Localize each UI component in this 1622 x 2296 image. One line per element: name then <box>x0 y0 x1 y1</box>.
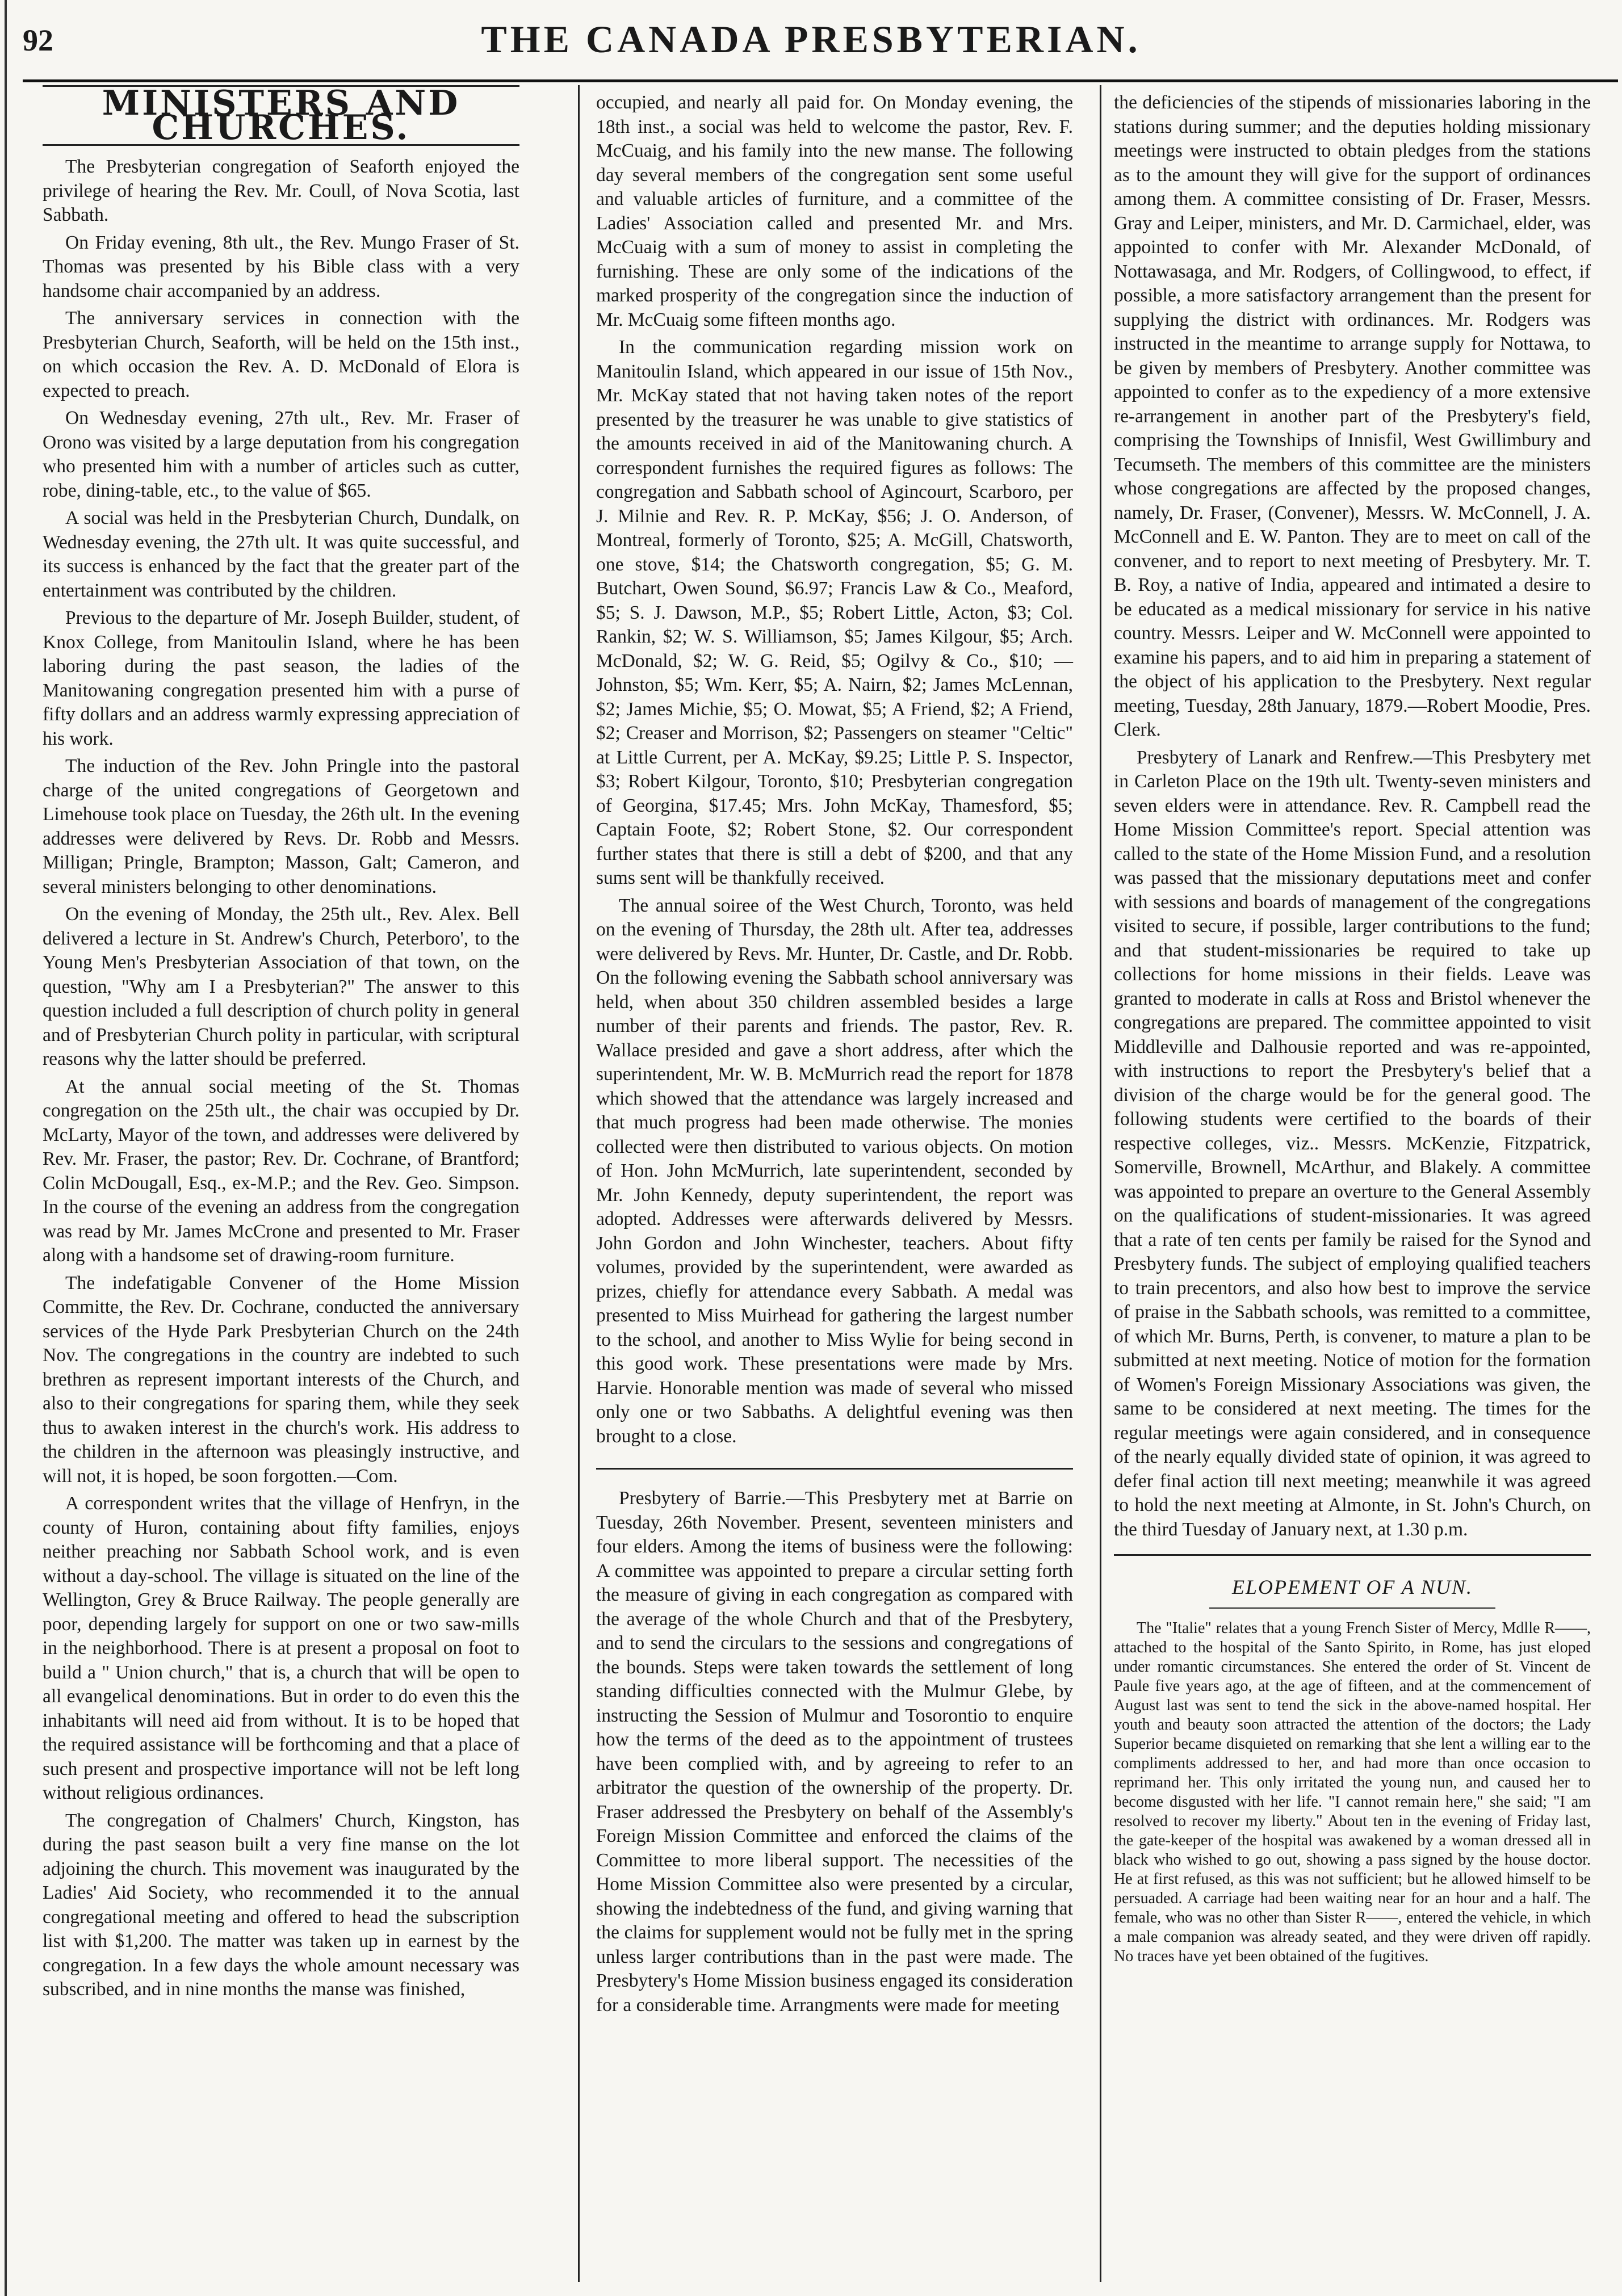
section-title: MINISTERS AND CHURCHES. <box>43 85 519 146</box>
column-2 <box>596 91 1073 2021</box>
page-edge-rule <box>5 0 7 2296</box>
article-paragraph: On Friday evening, 8th ult., the Rev. Mungo Fraser of St. Thomas was presented by his Bible class with a very handsome chair accompanied by an address. <box>43 232 519 301</box>
article-paragraph: At the annual social meeting of the St. Thomas congregation on the 25th ult., the chair was occupied by Dr. McLarty, Mayor of the town, and addresses were delivered by Rev. Mr. Fraser, the pastor; Rev. Dr. Cochrane, of Brantford; Colin McDougall, Esq., ex-M.P.; and the Rev. Geo. Simpson. In the course of the evening an address from the congregation was read by Mr. James McCrone and presented to Mr. Fraser along with a handsome set of drawing-room furniture. <box>43 1076 519 1266</box>
column-divider-1 <box>578 85 580 2282</box>
article-paragraph: Presbytery of Lanark and Renfrew.—This Presbytery met in Carleton Place on the 19th ult. Twenty-seven ministers and seven elders were in attendance. Rev. R. Campbell read the Home Mission Committee's report. Special attention was called to the state of the Home Mission Fund, and a resolution was passed that the missionary deputations meet and confer with sessions and boards of management of the congregations visited to secure, if possible, larger contributions to the fund; and that student-missionaries be required to take up collections for home missions in their fields. Leave was granted to moderate in calls at Ross and Bristol whenever the congregations are prepared. The committee appointed to visit Middleville and Dalhousie reported and was re-appointed, with instructions to report the Presbytery's belief that a division of the charge would be for the general good. The following students were certified to the boards of their respective colleges, viz.. Messrs. McKenzie, Fitzpatrick, Somerville, Brownell, McArthur, and Blakely. A committee was appointed to prepare an overture to the General Assembly on the qualifications of student-missionaries. It was agreed that a rate of ten cents per family be raised for the Synod and Presbytery funds. The subject of employing qualified teachers to train precentors, and also how best to improve the service of praise in the Sabbath schools, was remitted to a committee, of which Mr. Burns, Perth, is convener, to mature a plan to be submitted at next meeting. Notice of motion for the formation of Women's Foreign Missionary Associations was given, the same to be considered at next meeting. The times for the regular meetings were again considered, and in consequence of the nearly equally divided state of opinion, it was agreed to defer final action till next meeting; meanwhile it was agreed to hold the next meeting at Almonte, in St. John's Church, on the third Tuesday of January next, at 1.30 p.m. <box>1114 746 1591 1540</box>
page-header <box>0 0 1622 74</box>
article-separator <box>1114 1554 1591 1556</box>
article-separator <box>596 1468 1073 1470</box>
article-paragraph: The induction of the Rev. John Pringle into the pastoral charge of the united congregations of Georgetown and Limehouse took place on Tuesday, the 26th ult. In the evening addresses were delivered by Revs. Dr. Robb and Messrs. Milligan; Pringle, Brampton; Masson, Galt; Cameron, and several ministers belonging to other denominations. <box>43 755 519 897</box>
column-1 <box>43 85 519 2005</box>
nun-title-rule <box>1209 1607 1495 1609</box>
page-number: 92 <box>23 23 53 57</box>
column-3 <box>1114 91 1591 1970</box>
article-paragraph: A social was held in the Presbyterian Church, Dundalk, on Wednesday evening, the 27th ult. It was quite successful, and its success is enhanced by the fact that the greater part of the entertainment was contributed by the children. <box>43 507 519 601</box>
masthead-title: THE CANADA PRESBYTERIAN. <box>481 18 1141 61</box>
nun-article-title: ELOPEMENT OF A NUN. <box>1231 1576 1473 1598</box>
article-paragraph: Presbytery of Barrie.—This Presbytery met at Barrie on Tuesday, 26th November. Present, seventeen ministers and four elders. Among the items of business were the following: A committee was appointed to prepare a circular setting forth the measure of giving in each congregation as compared with the average of the whole Church and that of the Presbytery, and to send the circulars to the sessions and congregations of the bounds. Steps were taken towards the settlement of long standing difficulties connected with the Mulmur Glebe, by instructing the Session of Mulmur and Tosorontio to enquire how the terms of the deed as to the appointment of trustees have been complied with, and by agreeing to refer to an arbitrator the question of the ownership of the property. Dr. Fraser addressed the Presbytery on behalf of the Assembly's Foreign Mission Committee and enforced the claims of the Committee to more liberal support. The necessities of the Home Mission Committee also were presented by a circular, showing the indebtedness of the fund, and giving warning that the claims for supplement would not be fully met in the spring unless larger contributions than in the past were made. The Presbytery's Home Mission business engaged its consideration for a considerable time. Arrangments were made for meeting <box>596 1488 1073 2016</box>
article-paragraph: The congregation of Chalmers' Church, Kingston, has during the past season built a very fine manse on the lot adjoining the church. This movement was inaugurated by the Ladies' Aid Society, who recommended it to the annual congregational meeting and offered to head the subscription list with $1,200. The matter was taken up in earnest by the congregation. In a few days the whole amount necessary was subscribed, and in nine months the manse was finished, <box>43 1810 519 2000</box>
article-paragraph: The anniversary services in connection with the Presbyterian Church, Seaforth, will be held on the 15th inst., on which occasion the Rev. A. D. McDonald of Elora is expected to preach. <box>43 308 519 401</box>
article-paragraph: A correspondent writes that the village of Henfryn, in the county of Huron, containing about fifty families, enjoys neither preaching nor Sabbath School work, and is even without a day-school. The village is situated on the line of the Wellington, Grey & Bruce Railway. The people generally are poor, depending largely for support on one or two saw-mills in the neighborhood. There is at present a proposal on foot to build a " Union church," that is, a church that will be open to all evangelical denominations. But in order to do even this the inhabitants will need aid from without. It is to be hoped that the required assistance will be forthcoming and that a place of such present and prospective importance will not be left long without religious ordinances. <box>43 1493 519 1803</box>
article-paragraph: On the evening of Monday, the 25th ult., Rev. Alex. Bell delivered a lecture in St. Andrew's Church, Peterboro', to the Young Men's Presbyterian Association of that town, on the question, "Why am I a Presbyterian?" The answer to this question included a full description of church polity in general and of Presbyterian Church polity in particular, with scriptural reasons why the latter should be preferred. <box>43 904 519 1069</box>
article-paragraph: The Presbyterian congregation of Seaforth enjoyed the privilege of hearing the Rev. Mr. Coull, of Nova Scotia, last Sabbath. <box>43 156 519 225</box>
article-paragraph: the deficiencies of the stipends of missionaries laboring in the stations during summer; and the deputies holding missionary meetings were instructed to obtain pledges from the stations as to the amount they will give for the support of ordinances among them. A committee consisting of Dr. Fraser, Messrs. Gray and Leiper, ministers, and Mr. D. Carmichael, elder, was appointed to confer with Mr. Alexander McDonald, of Nottawasaga, and Mr. Rodgers, of Collingwood, to effect, if possible, a more satisfactory arrangement than the present for supplying the district with ordinances. Mr. Rodgers was instructed in the meantime to arrange supply for Nottawa, to be given by members of Presbytery. Another committee was appointed to confer as to the expediency of a more extensive re-arrangement in another part of the Presbytery's field, comprising the Townships of Innisfil, West Gwillimbury and Tecumseth. The members of this committee are the ministers whose congregations are affected by the proposed changes, namely, Dr. Fraser, (Convener), Messrs. W. McConnell, J. A. McConnell and E. W. Panton. They are to meet on call of the convener, and to report to next meeting of Presbytery. Mr. T. B. Roy, a native of India, appeared and intimated a desire to be educated as a medical missionary for service in his native country. Messrs. Leiper and W. McConnell were appointed to examine his papers, and to aid him in preparing a statement of the object of his application to the Presbytery. Next regular meeting, Tuesday, 28th January, 1879.—Robert Moodie, Pres. Clerk. <box>1114 92 1591 740</box>
header-rule <box>23 79 1618 82</box>
article-paragraph: The annual soiree of the West Church, Toronto, was held on the evening of Thursday, the 28th ult. After tea, addresses were delivered by Revs. Mr. Hunter, Dr. Castle, and Dr. Robb. On the following evening the Sabbath school anniversary was held, when about 350 children assembled besides a large number of their parents and friends. The pastor, Rev. R. Wallace presided and gave a short address, after which the superintendent, Mr. W. B. McMurrich read the report for 1878 which showed that the attendance was largely increased and that much progress had been made otherwise. The monies collected were then distributed to various objects. On motion of Hon. John McMurrich, late superintendent, seconded by Mr. John Kennedy, deputy superintendent, the report was adopted. Addresses were afterwards delivered by Messrs. John Gordon and John Winchester, teachers. About fifty volumes, provided by the superintendent, were awarded as prizes, chiefly for attendance every Sabbath. A medal was presented to Miss Muirhead for gathering the largest number to the school, and another to Miss Wylie for being second in this good work. These presentations were made by Mrs. Harvie. Honorable mention was made of several who missed only one or two Sabbaths. A delightful evening was then brought to a close. <box>596 895 1073 1447</box>
nun-article-body: The "Italie" relates that a young French Sister of Mercy, Mdlle R——, attached to the hospital of the Santo Spirito, in Rome, has just eloped under romantic circumstances. She entered the order of St. Vincent de Paule five years ago, at the age of fifteen, and at the commencement of August last was sent to tend the sick in the above-named hospital. Her youth and beauty soon attracted the attention of the doctors; the Lady Superior became disquieted on remarking that she lent a willing ear to the compliments addressed to her, and had more than once occasion to reprimand her. This only irritated the young nun, and caused her to become disgusted with her life. "I cannot remain here," she said; "I am resolved to recover my liberty." About ten in the evening of Friday last, the gate-keeper of the hospital was awakened by a woman dressed all in black who wished to go out, showing a pass signed by the house doctor. He at first refused, as this was not sufficient; but he allowed himself to be persuaded. A carriage had been waiting near for an hour and a half. The female, who was no other than Sister R——, entered the vehicle, in which a male companion was already seated, and they were driven off rapidly. No traces have yet been obtained of the fugitives. <box>1114 1619 1591 1965</box>
article-paragraph: In the communication regarding mission work on Manitoulin Island, which appeared in our issue of 15th Nov., Mr. McKay stated that not having taken notes of the report presented by the treasurer he was unable to give statistics of the amounts received in aid of the Manitowaning church. A correspondent furnishes the required figures as follows: The congregation and Sabbath school of Agincourt, Scarboro, per J. Milnie and Rev. R. P. McKay, $56; J. O. Anderson, of Montreal, formerly of Toronto, $25; A. McGill, Chatsworth, one stove, $14; the Chatsworth congregation, $5; G. M. Butchart, Owen Sound, $6.97; Francis Law & Co., Meaford, $5; S. J. Dawson, M.P., $5; Robert Little, Acton, $3; Col. Rankin, $2; W. S. Williamson, $5; James Kilgour, $5; Arch. McDonald, $2; W. G. Reid, $5; Ogilvy & Co., $10; — Johnston, $5; Wm. Kerr, $5; A. Nairn, $2; James McLennan, $2; James Michie, $5; O. Mowat, $5; A Friend, $2; A Friend, $2; Creaser and Morrison, $2; Passengers on steamer "Celtic" at Little Current, per A. McKay, $9.25; Little P. S. Inspector, $3; Robert Kilgour, Toronto, $10; Presbyterian congregation of Georgina, $17.45; Mrs. John McKay, Thamesford, $5; Captain Foote, $2; Robert Stone, $2. Our correspondent further states that there is still a debt of $200, and that any sums sent will be thankfully received. <box>596 337 1073 888</box>
article-paragraph: occupied, and nearly all paid for. On Monday evening, the 18th inst., a social was held to welcome the pastor, Rev. F. McCuaig, and his family into the new manse. The following day several members of the congregation sent some useful and valuable articles of furniture, and a committee of the Ladies' Association called and presented Mr. and Mrs. McCuaig with a sum of money to assist in completing the furnishing. These are only some of the indications of the marked prosperity of the congregation since the induction of Mr. McCuaig some fifteen months ago. <box>596 92 1073 330</box>
column-divider-2 <box>1100 85 1101 2282</box>
article-paragraph: On Wednesday evening, 27th ult., Rev. Mr. Fraser of Orono was visited by a large deputation from his congregation who presented him with a number of articles such as cutter, robe, dining-table, etc., to the value of $65. <box>43 408 519 501</box>
article-paragraph: Previous to the departure of Mr. Joseph Builder, student, of Knox College, from Manitoulin Island, where he has been laboring during the past season, the ladies of the Manitowaning congregation presented him with a purse of fifty dollars and an address warmly expressing appreciation of his work. <box>43 607 519 749</box>
article-paragraph: The indefatigable Convener of the Home Mission Committe, the Rev. Dr. Cochrane, conducted the anniversary services of the Hyde Park Presbyterian Church on the 24th Nov. The congregations in the country are indebted to such brethren as represent important interests of the Church, and also to their congregations for sparing them, while they seek thus to awaken interest in the church's work. His address to the children in the afternoon was pleasingly instructive, and will not, it is hoped, be soon forgotten.—Com. <box>43 1272 519 1487</box>
